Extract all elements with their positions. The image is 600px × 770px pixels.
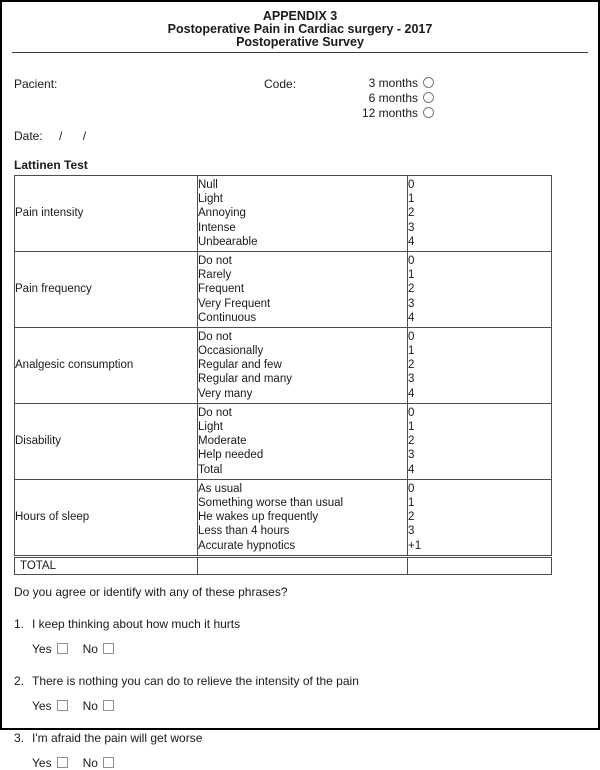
option-label: Very Frequent xyxy=(198,297,271,310)
q3-yes-checkbox[interactable] xyxy=(57,757,68,768)
scores-cell xyxy=(408,251,552,327)
header-divider xyxy=(12,52,588,53)
option-label: Frequent xyxy=(198,283,245,296)
options-cell xyxy=(198,251,408,327)
option-label: Regular and few xyxy=(198,359,282,372)
option-label: Very many xyxy=(198,387,253,400)
option-score: 4 xyxy=(408,235,415,248)
code-option-6-months xyxy=(348,90,434,105)
table-row-total xyxy=(15,556,552,574)
study-title: Postoperative Pain in Cardiac surgery - 2017 xyxy=(167,22,433,36)
option-score: 2 xyxy=(408,435,415,448)
option-label: Accurate hypnotics xyxy=(198,539,296,552)
scores-cell xyxy=(408,327,552,403)
question-text: There is nothing you can do to relieve the intensity of the pain xyxy=(32,673,359,688)
q2-no-checkbox[interactable] xyxy=(103,700,114,711)
options-cell xyxy=(198,176,408,252)
option-score: 4 xyxy=(408,387,415,400)
option-label: Rarely xyxy=(198,269,232,282)
code-option-label: 6 months xyxy=(368,90,418,105)
lattinen-test-title: Lattinen Test xyxy=(14,158,88,172)
option-score: 3 xyxy=(408,297,415,310)
date-row xyxy=(14,129,586,145)
yes-label: Yes xyxy=(32,698,52,713)
option-score: 0 xyxy=(408,330,415,343)
table-row-disability xyxy=(15,403,552,479)
code-options xyxy=(348,75,434,120)
category-cell: Analgesic consumption xyxy=(15,327,198,403)
option-score: 1 xyxy=(408,193,415,206)
category-cell: Disability xyxy=(15,403,198,479)
option-label: Do not xyxy=(198,330,232,343)
q1-no-checkbox[interactable] xyxy=(103,643,114,654)
option-label: Regular and many xyxy=(198,373,292,386)
total-label-cell: TOTAL xyxy=(15,556,198,574)
date-slash: / xyxy=(82,129,87,143)
total-score-cell xyxy=(408,556,552,574)
option-label: Light xyxy=(198,193,223,206)
question-1 xyxy=(14,618,586,631)
date-label: Date: xyxy=(14,129,43,143)
radio-3-months[interactable] xyxy=(423,77,434,88)
question-text: I keep thinking about how much it hurts xyxy=(32,616,241,631)
question-number: 1. xyxy=(14,616,25,631)
option-score: +1 xyxy=(408,539,422,552)
question-3 xyxy=(14,732,586,745)
options-cell xyxy=(198,327,408,403)
option-score: 0 xyxy=(408,406,415,419)
category-cell: Pain frequency xyxy=(15,251,198,327)
form-header xyxy=(2,2,598,49)
option-score: 4 xyxy=(408,463,415,476)
option-label: Do not xyxy=(198,254,232,267)
scores-cell xyxy=(408,176,552,252)
table-row-pain-intensity xyxy=(15,176,552,252)
option-label: Continuous xyxy=(198,311,257,324)
appendix-title: APPENDIX 3 xyxy=(262,9,338,23)
lattinen-table xyxy=(14,175,552,575)
option-label: Annoying xyxy=(198,207,246,220)
question-1-answers xyxy=(32,642,586,656)
yes-label: Yes xyxy=(32,755,52,770)
option-label: Something worse than usual xyxy=(198,496,344,509)
no-label: No xyxy=(82,698,98,713)
option-score: 0 xyxy=(408,482,415,495)
q2-yes-checkbox[interactable] xyxy=(57,700,68,711)
code-option-label: 3 months xyxy=(368,75,418,90)
option-label: Help needed xyxy=(198,449,264,462)
option-score: 2 xyxy=(408,207,415,220)
option-score: 3 xyxy=(408,449,415,462)
no-label: No xyxy=(82,755,98,770)
option-score: 3 xyxy=(408,221,415,234)
no-label: No xyxy=(82,641,98,656)
option-label: Moderate xyxy=(198,435,247,448)
option-label: Occasionally xyxy=(198,345,264,358)
option-label: Do not xyxy=(198,406,232,419)
option-label: Light xyxy=(198,421,223,433)
total-empty-cell xyxy=(198,556,408,574)
survey-subtitle: Postoperative Survey xyxy=(236,35,364,49)
patient-code-row xyxy=(14,75,586,121)
scores-cell xyxy=(408,403,552,479)
question-text: I'm afraid the pain will get worse xyxy=(32,730,203,745)
category-cell: Hours of sleep xyxy=(15,479,198,556)
questions-section xyxy=(14,586,586,770)
code-option-3-months xyxy=(348,75,434,90)
q1-yes-checkbox[interactable] xyxy=(57,643,68,654)
option-score: 2 xyxy=(408,511,415,524)
date-slash: / xyxy=(59,129,63,143)
scores-cell xyxy=(408,479,552,556)
option-label: Less than 4 hours xyxy=(198,525,290,538)
yes-label: Yes xyxy=(32,641,52,656)
q3-no-checkbox[interactable] xyxy=(103,757,114,768)
option-score: 3 xyxy=(408,373,415,386)
code-label: Code: xyxy=(264,77,297,91)
patient-label: Pacient: xyxy=(14,77,58,91)
option-label: Total xyxy=(198,463,223,476)
option-label: Unbearable xyxy=(198,235,258,248)
options-cell xyxy=(198,403,408,479)
option-score: 0 xyxy=(408,179,415,191)
option-score: 3 xyxy=(408,525,415,538)
option-label: He wakes up frequently xyxy=(198,511,319,524)
table-row-hours-of-sleep xyxy=(15,479,552,556)
option-score: 2 xyxy=(408,283,415,296)
question-number: 2. xyxy=(14,673,25,688)
option-score: 1 xyxy=(408,496,415,509)
radio-12-months[interactable] xyxy=(423,107,434,118)
questions-intro: Do you agree or identify with any of these phrases? xyxy=(14,584,288,599)
question-number: 3. xyxy=(14,730,25,745)
question-2-answers xyxy=(32,699,586,713)
code-option-12-months xyxy=(348,105,434,120)
option-score: 1 xyxy=(408,269,415,282)
option-score: 1 xyxy=(408,421,415,433)
table-row-analgesic-consumption xyxy=(15,327,552,403)
option-label: Null xyxy=(198,179,218,191)
question-2 xyxy=(14,675,586,688)
option-score: 4 xyxy=(408,311,415,324)
option-score: 2 xyxy=(408,359,415,372)
table-row-pain-frequency xyxy=(15,251,552,327)
option-label: As usual xyxy=(198,482,243,495)
option-label: Intense xyxy=(198,221,236,234)
options-cell xyxy=(198,479,408,556)
question-3-answers xyxy=(32,756,586,770)
radio-6-months[interactable] xyxy=(423,92,434,103)
code-option-label: 12 months xyxy=(361,105,418,120)
category-cell: Pain intensity xyxy=(15,176,198,252)
option-score: 1 xyxy=(408,345,415,358)
option-score: 0 xyxy=(408,254,415,267)
